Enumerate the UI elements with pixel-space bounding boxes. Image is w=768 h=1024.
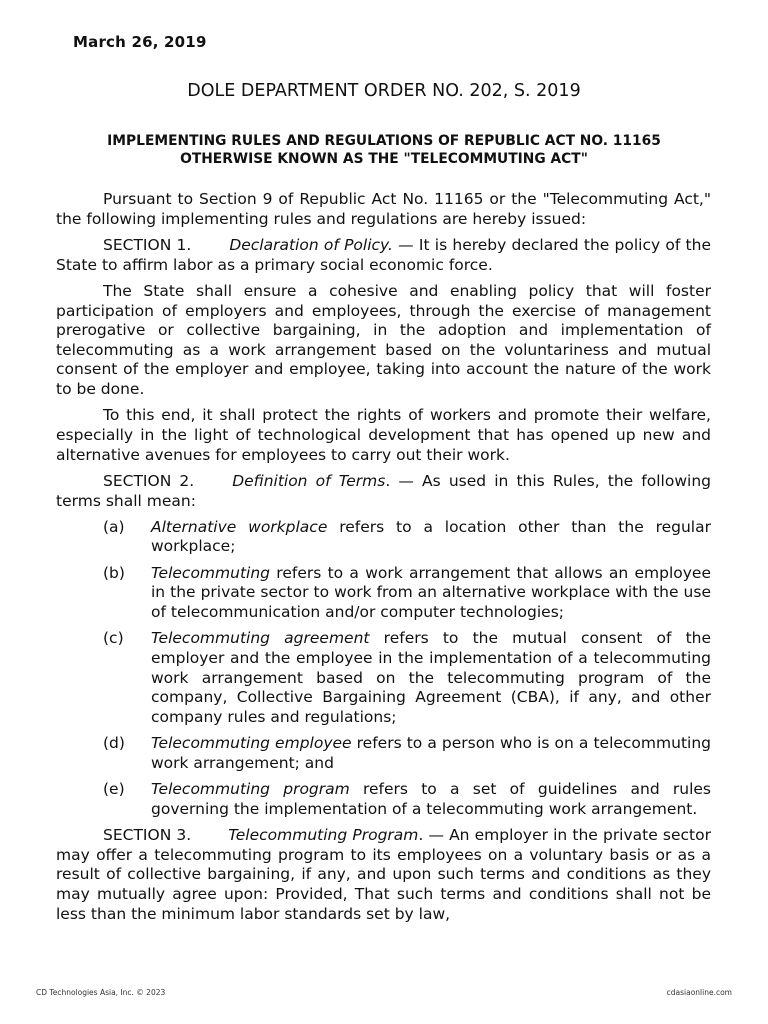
definition-text: refers to the mutual consent of the employer and the employee in the implementation of a telecommuting work arrangement based on the telecommuting program of the company, Collective Bargaining Agreement (CBA), if any, and other company rules and regulations; xyxy=(151,629,712,726)
definition-item xyxy=(56,780,711,819)
subtitle-line-2: OTHERWISE KNOWN AS THE "TELECOMMUTING ACT" xyxy=(180,151,588,167)
definition-letter: (b) xyxy=(103,563,125,582)
definition-item xyxy=(56,564,711,623)
definition-letter: (e) xyxy=(103,780,125,799)
intro-paragraph: Pursuant to Section 9 of Republic Act No. 11165 or the "Telecommuting Act," the following implementing rules and regulations are hereby issued: xyxy=(56,190,711,228)
protect-rights-paragraph: To this end, it shall protect the rights of workers and promote their welfare, especially in the light of technological development that has opened up new and alternative avenues for employees to carry out their work. xyxy=(56,406,711,464)
definition-term: Telecommuting employee xyxy=(151,734,352,753)
definition-text: refers to a person who is on a telecommuting work arrangement; and xyxy=(151,734,711,772)
definition-text: refers to a location other than the regular workplace; xyxy=(151,517,711,556)
section-3-title: Telecommuting Program xyxy=(228,826,419,845)
document-subtitle xyxy=(56,132,712,168)
section-2-paragraph xyxy=(56,472,711,511)
section-2-title: Definition of Terms xyxy=(232,471,386,490)
section-3-text: . — An employer in the private sector may offer a telecommuting program to its employees on a voluntary basis or as a result of collective bargaining, if any, and upon such terms and conditions as they may mutually agree upon: Provided, That such terms and conditions shall not be less than the minimum labor standards set by law, xyxy=(56,826,711,923)
section-1-text: — It is hereby declared the policy of the State to affirm labor as a primary social economic force. xyxy=(56,235,711,274)
footer-copyright: CD Technologies Asia, Inc. © 2023 xyxy=(36,988,166,997)
definition-term: Telecommuting xyxy=(151,563,271,582)
subtitle-line-1: IMPLEMENTING RULES AND REGULATIONS OF REPUBLIC ACT NO. 11165 xyxy=(107,133,661,149)
definitions-list xyxy=(56,518,711,820)
section-2-number: SECTION 2. xyxy=(103,471,195,490)
section-2-text: . — As used in this Rules, the following terms shall mean: xyxy=(56,471,711,510)
footer-website: cdasiaonline.com xyxy=(666,988,732,997)
definition-term: Telecommuting agreement xyxy=(151,629,370,648)
section-3-paragraph xyxy=(56,826,711,924)
definition-letter: (c) xyxy=(103,629,124,648)
definition-term: Telecommuting program xyxy=(151,780,350,799)
state-policy-paragraph: The State shall ensure a cohesive and enabling policy that will foster participation of employers and employees, through the exercise of management prerogative or collective bargaining, in the adoption and implementation of telecommuting as a work arrangement based on the voluntariness and mutual consent of the employer and employee, taking into account the nature of the work to be done. xyxy=(56,281,711,398)
order-title: DOLE DEPARTMENT ORDER NO. 202, S. 2019 xyxy=(187,81,581,101)
definition-letter: (d) xyxy=(103,734,125,753)
document-date: March 26, 2019 xyxy=(73,33,207,51)
definition-letter: (a) xyxy=(103,517,125,536)
definition-item xyxy=(56,734,711,773)
section-1-number: SECTION 1. xyxy=(103,235,192,254)
section-3-number: SECTION 3. xyxy=(103,826,192,845)
section-1-paragraph xyxy=(56,236,711,275)
document-body xyxy=(56,190,711,931)
definition-item xyxy=(56,629,711,727)
definition-text: refers to a work arrangement that allows an employee in the private sector to work from an alternative workplace with the use of telecommunication and/or computer technologies; xyxy=(151,563,711,622)
definition-item xyxy=(56,518,711,557)
section-1-title: Declaration of Policy. xyxy=(229,235,393,254)
definition-text: refers to a set of guidelines and rules governing the implementation of a telecommuting work arrangement. xyxy=(151,780,712,818)
definition-term: Alternative workplace xyxy=(151,517,328,536)
